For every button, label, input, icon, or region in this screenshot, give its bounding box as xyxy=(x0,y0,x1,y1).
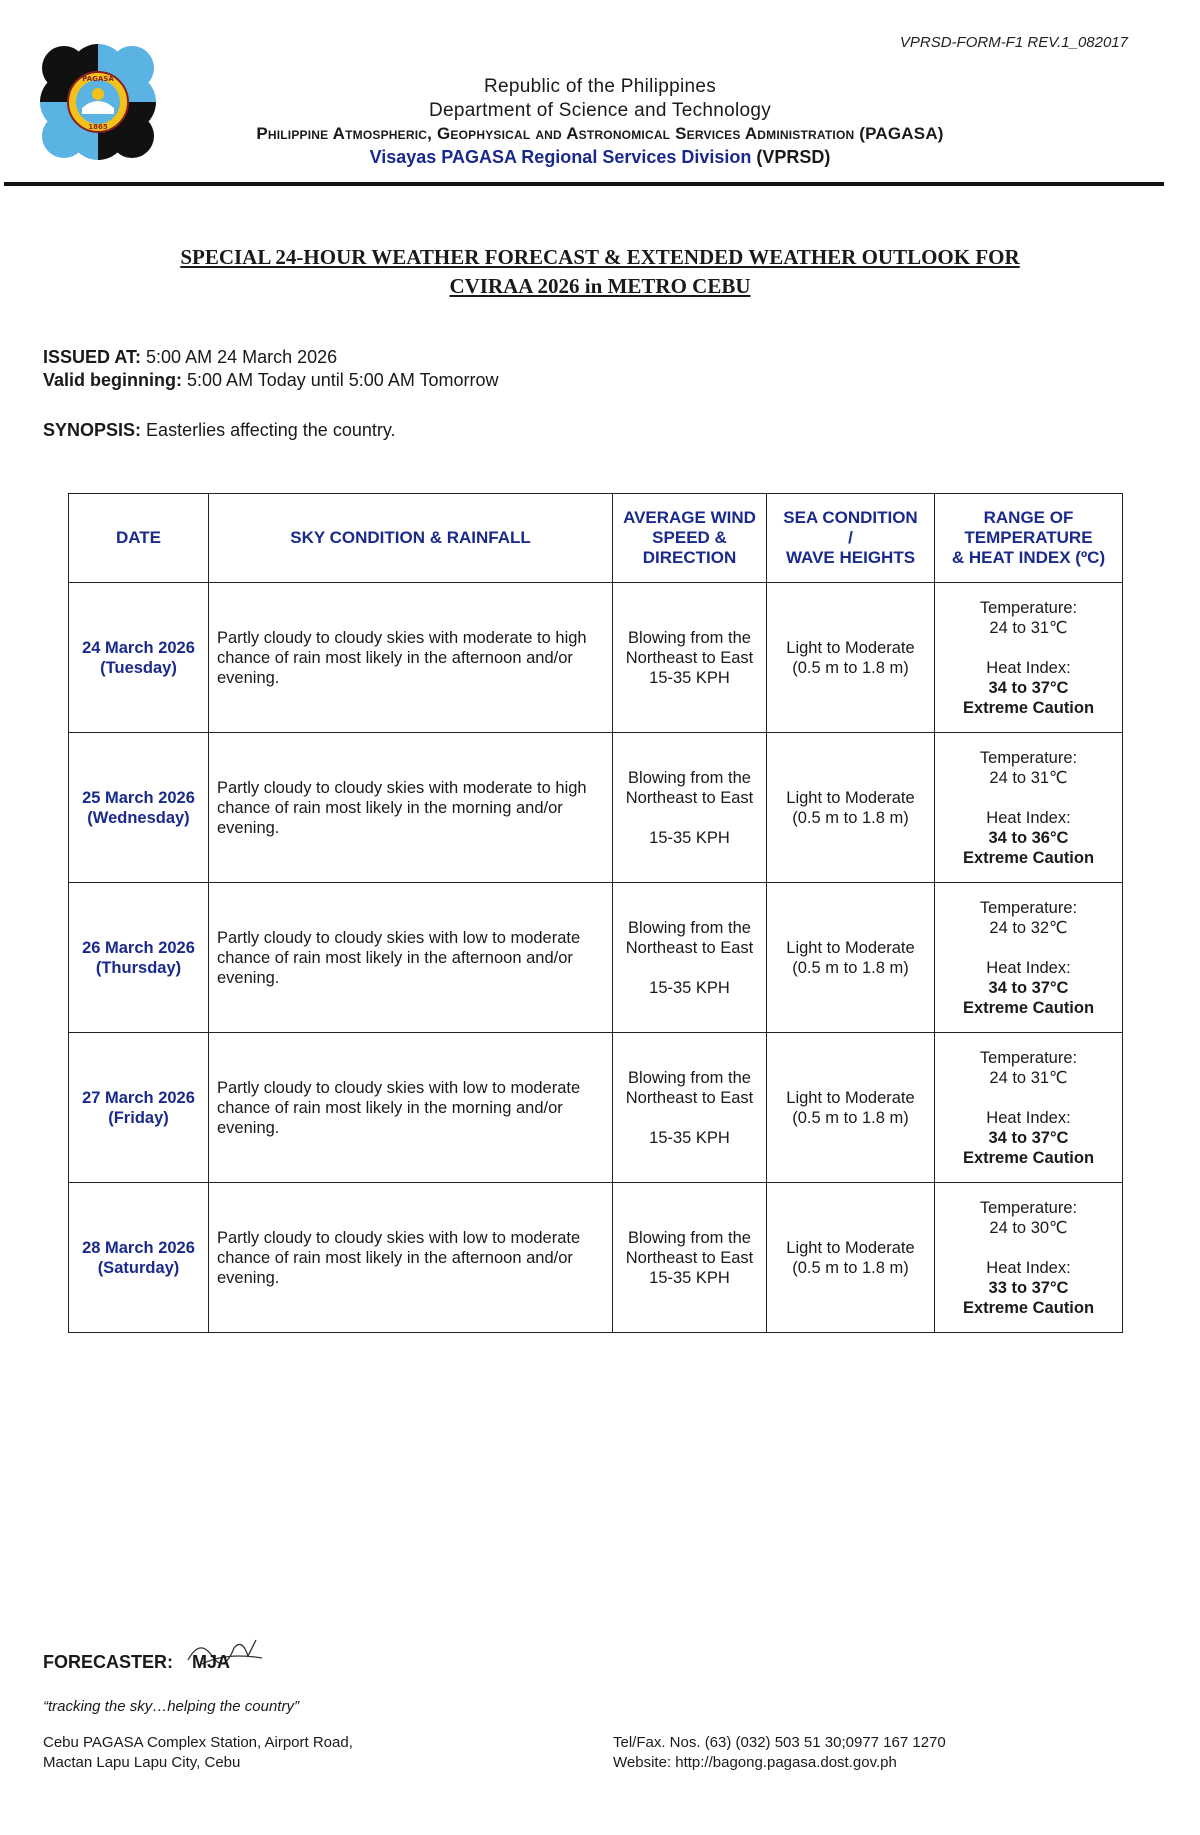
heat-index-label: Heat Index: xyxy=(986,958,1071,977)
header-rule xyxy=(4,182,1164,186)
forecast-table xyxy=(68,493,1123,1333)
valid-period xyxy=(43,369,499,392)
header-sea xyxy=(767,494,935,583)
wind-speed: 15-35 KPH xyxy=(649,1128,730,1147)
temp-label: Temperature: xyxy=(979,1198,1078,1217)
heat-index-value: 34 to 37°C xyxy=(988,678,1069,697)
row-wind xyxy=(613,883,767,1033)
heat-index-level: Extreme Caution xyxy=(962,848,1095,867)
temp-label: Temperature: xyxy=(979,748,1078,767)
row-date xyxy=(69,883,209,1033)
row-date xyxy=(69,1033,209,1183)
row-sea xyxy=(767,583,935,733)
title-line-2: CVIRAA 2026 in METRO CEBU xyxy=(449,274,751,298)
date-value: 28 March 2026 xyxy=(82,1238,195,1257)
svg-text:1865: 1865 xyxy=(88,123,108,131)
temp-value: 24 to 31℃ xyxy=(989,768,1068,787)
wind-speed: 15-35 KPH xyxy=(649,1268,730,1287)
heat-index-level: Extreme Caution xyxy=(962,1148,1095,1167)
header-sea-line: WAVE HEIGHTS xyxy=(785,548,916,567)
heat-index-value: 34 to 37°C xyxy=(988,978,1069,997)
row-sea xyxy=(767,733,935,883)
header-date: DATE xyxy=(69,494,209,583)
header-department: Department of Science and Technology xyxy=(428,100,772,121)
temp-value: 24 to 31℃ xyxy=(989,1068,1068,1087)
row-sea xyxy=(767,1033,935,1183)
svg-text:PAGASA: PAGASA xyxy=(82,75,114,83)
temp-value: 24 to 30℃ xyxy=(989,1218,1068,1237)
heat-index-level: Extreme Caution xyxy=(962,1298,1095,1317)
wind-line: Blowing from the xyxy=(628,1228,751,1247)
table-row xyxy=(69,583,1123,733)
issued-value: 5:00 AM 24 March 2026 xyxy=(146,347,338,367)
issued-label: ISSUED AT: xyxy=(43,347,142,367)
day-value: (Saturday) xyxy=(97,1258,180,1277)
sea-line: Light to Moderate xyxy=(786,788,915,807)
title-line-1: SPECIAL 24-HOUR WEATHER FORECAST & EXTENDED WEATHER OUTLOOK FOR xyxy=(180,245,1020,269)
table-row xyxy=(69,883,1123,1033)
row-date xyxy=(69,1183,209,1333)
division-name: Visayas PAGASA Regional Services Division xyxy=(369,147,752,167)
wind-line: Northeast to East xyxy=(625,1248,754,1267)
date-value: 24 March 2026 xyxy=(82,638,195,657)
sea-line: (0.5 m to 1.8 m) xyxy=(792,808,909,827)
date-value: 26 March 2026 xyxy=(82,938,195,957)
issued-at xyxy=(43,346,337,369)
day-value: (Tuesday) xyxy=(100,658,177,677)
header-division xyxy=(0,147,1200,168)
header-temp-line: RANGE OF xyxy=(983,508,1074,527)
forecaster-name: MJA xyxy=(192,1652,231,1672)
address-line: Mactan Lapu Lapu City, Cebu xyxy=(43,1754,241,1771)
heat-index-level: Extreme Caution xyxy=(962,998,1095,1017)
wind-line: Northeast to East xyxy=(625,938,754,957)
sea-line: Light to Moderate xyxy=(786,1238,915,1257)
sea-line: (0.5 m to 1.8 m) xyxy=(792,1258,909,1277)
row-sea xyxy=(767,883,935,1033)
wind-speed: 15-35 KPH xyxy=(649,978,730,997)
table-row xyxy=(69,1183,1123,1333)
header-wind xyxy=(613,494,767,583)
heat-index-value: 34 to 37°C xyxy=(988,1128,1069,1147)
forecaster-label: FORECASTER: xyxy=(43,1652,173,1672)
row-sky: Partly cloudy to cloudy skies with low to moderate chance of rain most likely in the afternoon and/or evening. xyxy=(209,1183,613,1333)
address-line: Cebu PAGASA Complex Station, Airport Road, xyxy=(43,1734,353,1751)
wind-line: Northeast to East xyxy=(625,1088,754,1107)
row-sky: Partly cloudy to cloudy skies with low to moderate chance of rain most likely in the afternoon and/or evening. xyxy=(209,883,613,1033)
form-code: VPRSD-FORM-F1 REV.1_082017 xyxy=(899,34,1128,51)
wind-line: Northeast to East xyxy=(625,788,754,807)
day-value: (Thursday) xyxy=(95,958,182,977)
sea-line: Light to Moderate xyxy=(786,938,915,957)
heat-index-label: Heat Index: xyxy=(986,1258,1071,1277)
temp-value: 24 to 32℃ xyxy=(989,918,1068,937)
temp-label: Temperature: xyxy=(979,1048,1078,1067)
table-row xyxy=(69,1033,1123,1183)
valid-label: Valid beginning: xyxy=(43,370,182,390)
sea-line: (0.5 m to 1.8 m) xyxy=(792,1108,909,1127)
heat-index-label: Heat Index: xyxy=(986,658,1071,677)
sea-line: (0.5 m to 1.8 m) xyxy=(792,958,909,977)
row-wind xyxy=(613,733,767,883)
website: Website: http://bagong.pagasa.dost.gov.ph xyxy=(613,1754,897,1771)
row-temp xyxy=(935,583,1123,733)
heat-index-level: Extreme Caution xyxy=(962,698,1095,717)
row-temp xyxy=(935,733,1123,883)
contact-info xyxy=(613,1733,946,1773)
tagline: “tracking the sky…helping the country” xyxy=(43,1698,299,1715)
heat-index-label: Heat Index: xyxy=(986,1108,1071,1127)
row-temp xyxy=(935,1183,1123,1333)
temp-value: 24 to 31℃ xyxy=(989,618,1068,637)
row-temp xyxy=(935,1033,1123,1183)
wind-line: Northeast to East xyxy=(625,648,754,667)
wind-line: Blowing from the xyxy=(628,628,751,647)
wind-speed: 15-35 KPH xyxy=(649,828,730,847)
row-sky: Partly cloudy to cloudy skies with moderate to high chance of rain most likely in the afternoon and/or evening. xyxy=(209,583,613,733)
day-value: (Friday) xyxy=(108,1108,169,1127)
row-wind xyxy=(613,1033,767,1183)
synopsis-label: SYNOPSIS: xyxy=(43,420,142,440)
header-wind-line: AVERAGE WIND xyxy=(623,508,756,527)
telfax: Tel/Fax. Nos. (63) (032) 503 51 30;0977 167 1270 xyxy=(613,1734,946,1751)
header-wind-line: DIRECTION xyxy=(642,548,737,567)
day-value: (Wednesday) xyxy=(87,808,190,827)
header-temp-line: TEMPERATURE xyxy=(964,528,1093,547)
header-sky: SKY CONDITION & RAINFALL xyxy=(209,494,613,583)
date-value: 27 March 2026 xyxy=(82,1088,195,1107)
row-wind xyxy=(613,1183,767,1333)
document-title xyxy=(0,243,1200,301)
header-republic: Republic of the Philippines xyxy=(483,76,717,97)
heat-index-value: 33 to 37°C xyxy=(988,1278,1069,1297)
table-row xyxy=(69,733,1123,883)
date-value: 25 March 2026 xyxy=(82,788,195,807)
address xyxy=(43,1733,353,1773)
row-sea xyxy=(767,1183,935,1333)
header-temp-line: & HEAT INDEX (ºC) xyxy=(951,548,1106,567)
header-wind-line: SPEED & xyxy=(652,528,727,547)
header-temp xyxy=(935,494,1123,583)
row-wind xyxy=(613,583,767,733)
table-header-row xyxy=(69,494,1123,583)
temp-label: Temperature: xyxy=(979,898,1078,917)
wind-line: Blowing from the xyxy=(628,1068,751,1087)
sea-line: (0.5 m to 1.8 m) xyxy=(792,658,909,677)
valid-value: 5:00 AM Today until 5:00 AM Tomorrow xyxy=(187,370,499,390)
sea-line: Light to Moderate xyxy=(786,638,915,657)
temp-label: Temperature: xyxy=(979,598,1078,617)
wind-speed: 15-35 KPH xyxy=(649,668,730,687)
header-sea-line: SEA CONDITION xyxy=(783,508,918,527)
forecaster xyxy=(43,1652,230,1673)
row-date xyxy=(69,733,209,883)
synopsis-value: Easterlies affecting the country. xyxy=(146,420,396,440)
header-sea-line: / xyxy=(848,528,853,547)
heat-index-label: Heat Index: xyxy=(986,808,1071,827)
synopsis xyxy=(43,419,396,442)
sea-line: Light to Moderate xyxy=(786,1088,915,1107)
header-agency: Philippine Atmospheric, Geophysical and Astronomical Services Administration (PAGASA) xyxy=(256,124,944,143)
row-sky: Partly cloudy to cloudy skies with moderate to high chance of rain most likely in the morning and/or evening. xyxy=(209,733,613,883)
wind-line: Blowing from the xyxy=(628,918,751,937)
row-temp xyxy=(935,883,1123,1033)
row-date xyxy=(69,583,209,733)
heat-index-value: 34 to 36°C xyxy=(988,828,1069,847)
wind-line: Blowing from the xyxy=(628,768,751,787)
row-sky: Partly cloudy to cloudy skies with low to moderate chance of rain most likely in the morning and/or evening. xyxy=(209,1033,613,1183)
division-abbr: (VPRSD) xyxy=(756,147,831,167)
